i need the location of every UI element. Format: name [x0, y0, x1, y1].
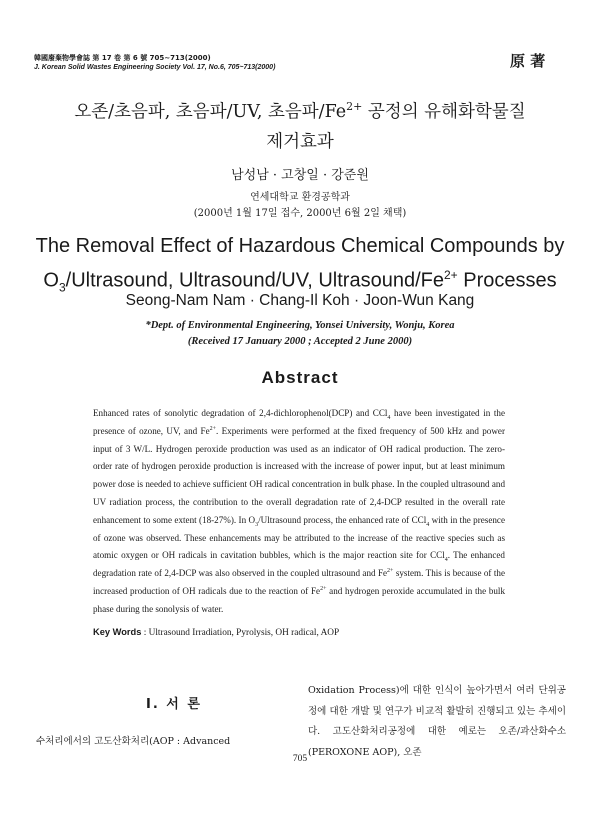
korean-affiliation	[0, 190, 600, 222]
journal-title-korean: 韓國廢棄物學會誌 第 17 卷 第 6 號 705~713(2000)	[34, 54, 211, 62]
abstract-paragraph: Enhanced rates of sonolytic degradation of 2,4-dichlorophenol(DCP) and CCl$_4$ have been investigated in the presence of ozone, UV, and $Fe^{2+}$. Experiments were performed at the fixed frequency of 500 kHz and power input of 3 W/L. Hydrogen peroxide production was used as an indicator of OH radical production. The zero-order rate of hydrogen peroxide production is increased with the increase of power input, but at least minimum power dose is needed to achieve sufficient OH radical concentration in bulk phase. In the coupled ultrasound and UV radiation process, the contribution to the overall degradation rate of 2,4-DCP resulted in the overall rate enhancement to some extent (18-27%). In $O_3$/Ultrasound process, the enhanced rate of CCl$_4$ with in the presence of ozone was observed. These enhancements may be attributed to the increase of the reactive species such as atomic oxygen or OH radicals in cavitation bubbles, which is the major reaction site for CCl$_4$. The enhanced degradation rate of 2,4-DCP was also observed in the coupled ultrasound and $Fe^{2+}$ system. This is because of the increased production of OH radicals due to the reaction of $Fe^{2+}$ and hydrogen peroxide accumulated in the bulk phase during the sonolysis of water.	[93, 408, 506, 614]
keywords	[93, 627, 513, 638]
abstract-heading: Abstract	[261, 368, 339, 387]
korean-title-sup: 2+	[346, 100, 363, 113]
journal-title-english: J. Korean Solid Wastes Engineering Society Vol. 17, No.6, 705~713(2000)	[34, 64, 276, 71]
english-title-line2: $O_3$/Ultrasound, Ultrasound/UV, Ultrasound/$Fe^{2+}$ Processes	[43, 268, 557, 295]
english-department: *Dept. of Environmental Engineering, Yonsei University, Wonju, Korea	[145, 320, 455, 331]
right-column-text: Oxidation Process)에 대한 인식이 높아가면서 여러 단위공정에 대한 개발 및 연구가 비교적 활발히 진행되고 있는 추세이다. 고도산화처리공정에 대한 예로는 오존/과산화수소(PEROXONE AOP), 오존	[308, 685, 566, 758]
right-column	[308, 681, 566, 763]
korean-title	[50, 92, 550, 157]
journal-header	[34, 53, 275, 73]
english-dates: (Received 17 January 2000 ; Accepted 2 June 2000)	[187, 336, 413, 347]
korean-title-part2: 공정의 유해화학물질	[362, 101, 526, 122]
article-type-badge: 原 著	[510, 52, 546, 70]
korean-department: 연세대학교 환경공학과	[250, 192, 350, 203]
left-column	[36, 732, 286, 752]
english-authors: Seong-Nam Nam · Chang-Il Koh · Joon-Wun Kang	[125, 292, 475, 309]
english-title-line1: The Removal Effect of Hazardous Chemical Compounds by	[35, 235, 565, 257]
korean-dates: (2000년 1월 17일 접수, 2000년 6월 2일 채택)	[193, 208, 407, 219]
korean-title-line2: 제거효과	[266, 131, 334, 152]
korean-authors: 남성남 · 고창일 · 강준원	[231, 168, 369, 183]
keywords-label: Key Words	[93, 627, 142, 637]
keywords-text: : Ultrasound Irradiation, Pyrolysis, OH radical, AOP	[141, 628, 340, 638]
page-number: 705	[292, 754, 308, 764]
korean-title-part1: 오존/초음파, 초음파/UV, 초음파/Fe	[74, 101, 347, 122]
section-heading-introduction: I. 서 론	[146, 697, 202, 712]
english-affiliation	[0, 318, 600, 350]
left-column-text: 수처리에서의 고도산화처리(AOP : Advanced	[36, 736, 231, 747]
abstract-body	[93, 405, 505, 619]
